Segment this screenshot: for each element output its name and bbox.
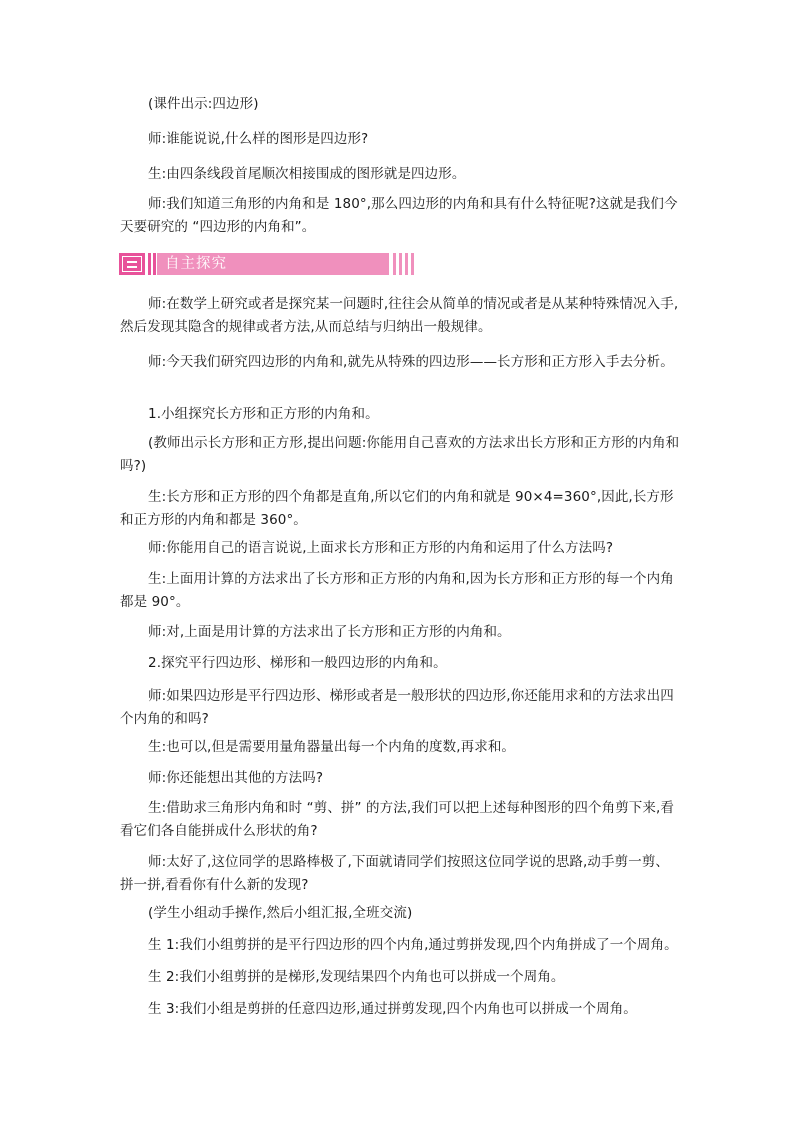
banner-stripe — [399, 253, 402, 275]
section-title: 自主探究 — [165, 256, 227, 272]
paragraph-calculation-method: 生:上面用计算的方法求出了长方形和正方形的内角和,因为长方形和正方形的每一个内角都是 90°。 — [120, 571, 674, 610]
paragraph-other-quadrilaterals: 师:如果四边形是平行四边形、梯形或者是一般形状的四边形,你还能用求和的方法求出四个内角的和吗? — [120, 688, 674, 727]
paragraph-group-activity: (学生小组动手操作,然后小组汇报,全班交流) — [148, 905, 413, 921]
paragraph-research-method: 师:在数学上研究或者是探究某一问题时,往往会从简单的情况或者是从某种特殊情况入手,然后发现其隐含的规律或者方法,从而总结与归纳出一般规律。 — [120, 296, 679, 335]
paragraph-student-3: 生 3:我们小组是剪拼的任意四边形,通过拼剪发现,四个内角也可以拼成一个周角。 — [148, 1001, 637, 1017]
paragraph-right-angles: 生:长方形和正方形的四个角都是直角,所以它们的内角和就是 90×4=360°,因此,长方形和正方形的内角和都是 360°。 — [120, 489, 674, 528]
paragraph-teacher-praise: 师:太好了,这位同学的思路棒极了,下面就请同学们按照这位同学说的思路,动手剪一剪、拼一拼,看看你有什么新的发现? — [120, 854, 670, 893]
paragraph-student-answer: 生:由四条线段首尾顺次相接围成的图形就是四边形。 — [148, 166, 466, 182]
banner-divider — [153, 253, 156, 275]
banner-stripe — [405, 253, 408, 275]
paragraph-step-2-heading: 2.探究平行四边形、梯形和一般四边形的内角和。 — [148, 655, 447, 671]
paragraph-teacher-question: 师:谁能说说,什么样的图形是四边形? — [148, 131, 369, 147]
paragraph-student-2: 生 2:我们小组剪拼的是梯形,发现结果四个内角也可以拼成一个周角。 — [148, 969, 565, 985]
paragraph-teacher-intro: 师:我们知道三角形的内角和是 180°,那么四边形的内角和具有什么特征呢?这就是我们今天要研究的 “四边形的内角和”。 — [120, 196, 678, 235]
paragraph-method-question: 师:你能用自己的语言说说,上面求长方形和正方形的内角和运用了什么方法吗? — [148, 540, 614, 556]
paragraph-step-1-heading: 1.小组探究长方形和正方形的内角和。 — [148, 406, 379, 422]
section-title-bar — [157, 253, 389, 275]
banner-stripe — [393, 253, 396, 275]
paragraph-teacher-shows-shapes: (教师出示长方形和正方形,提出问题:你能用自己喜欢的方法求出长方形和正方形的内角和吗?) — [120, 435, 680, 474]
banner-stripe — [411, 253, 414, 275]
paragraph-student-1: 生 1:我们小组剪拼的是平行四边形的四个内角,通过剪拼发现,四个内角拼成了一个周角。 — [148, 937, 678, 953]
paragraph-protractor: 生:也可以,但是需要用量角器量出每一个内角的度数,再求和。 — [148, 739, 516, 755]
section-banner — [119, 253, 301, 275]
banner-divider — [148, 253, 151, 275]
section-number-icon — [119, 253, 145, 275]
paragraph-teacher-confirm: 师:对,上面是用计算的方法求出了长方形和正方形的内角和。 — [148, 624, 511, 640]
paragraph-cut-and-join: 生:借助求三角形内角和时 “剪、拼” 的方法,我们可以把上述每种图形的四个角剪下来,看看它们各自能拼成什么形状的角? — [120, 800, 674, 839]
paragraph-courseware-display: (课件出示:四边形) — [148, 96, 259, 112]
paragraph-other-methods: 师:你还能想出其他的方法吗? — [148, 770, 324, 786]
paragraph-special-quadrilateral: 师:今天我们研究四边形的内角和,就先从特殊的四边形——长方形和正方形入手去分析。 — [148, 354, 674, 370]
